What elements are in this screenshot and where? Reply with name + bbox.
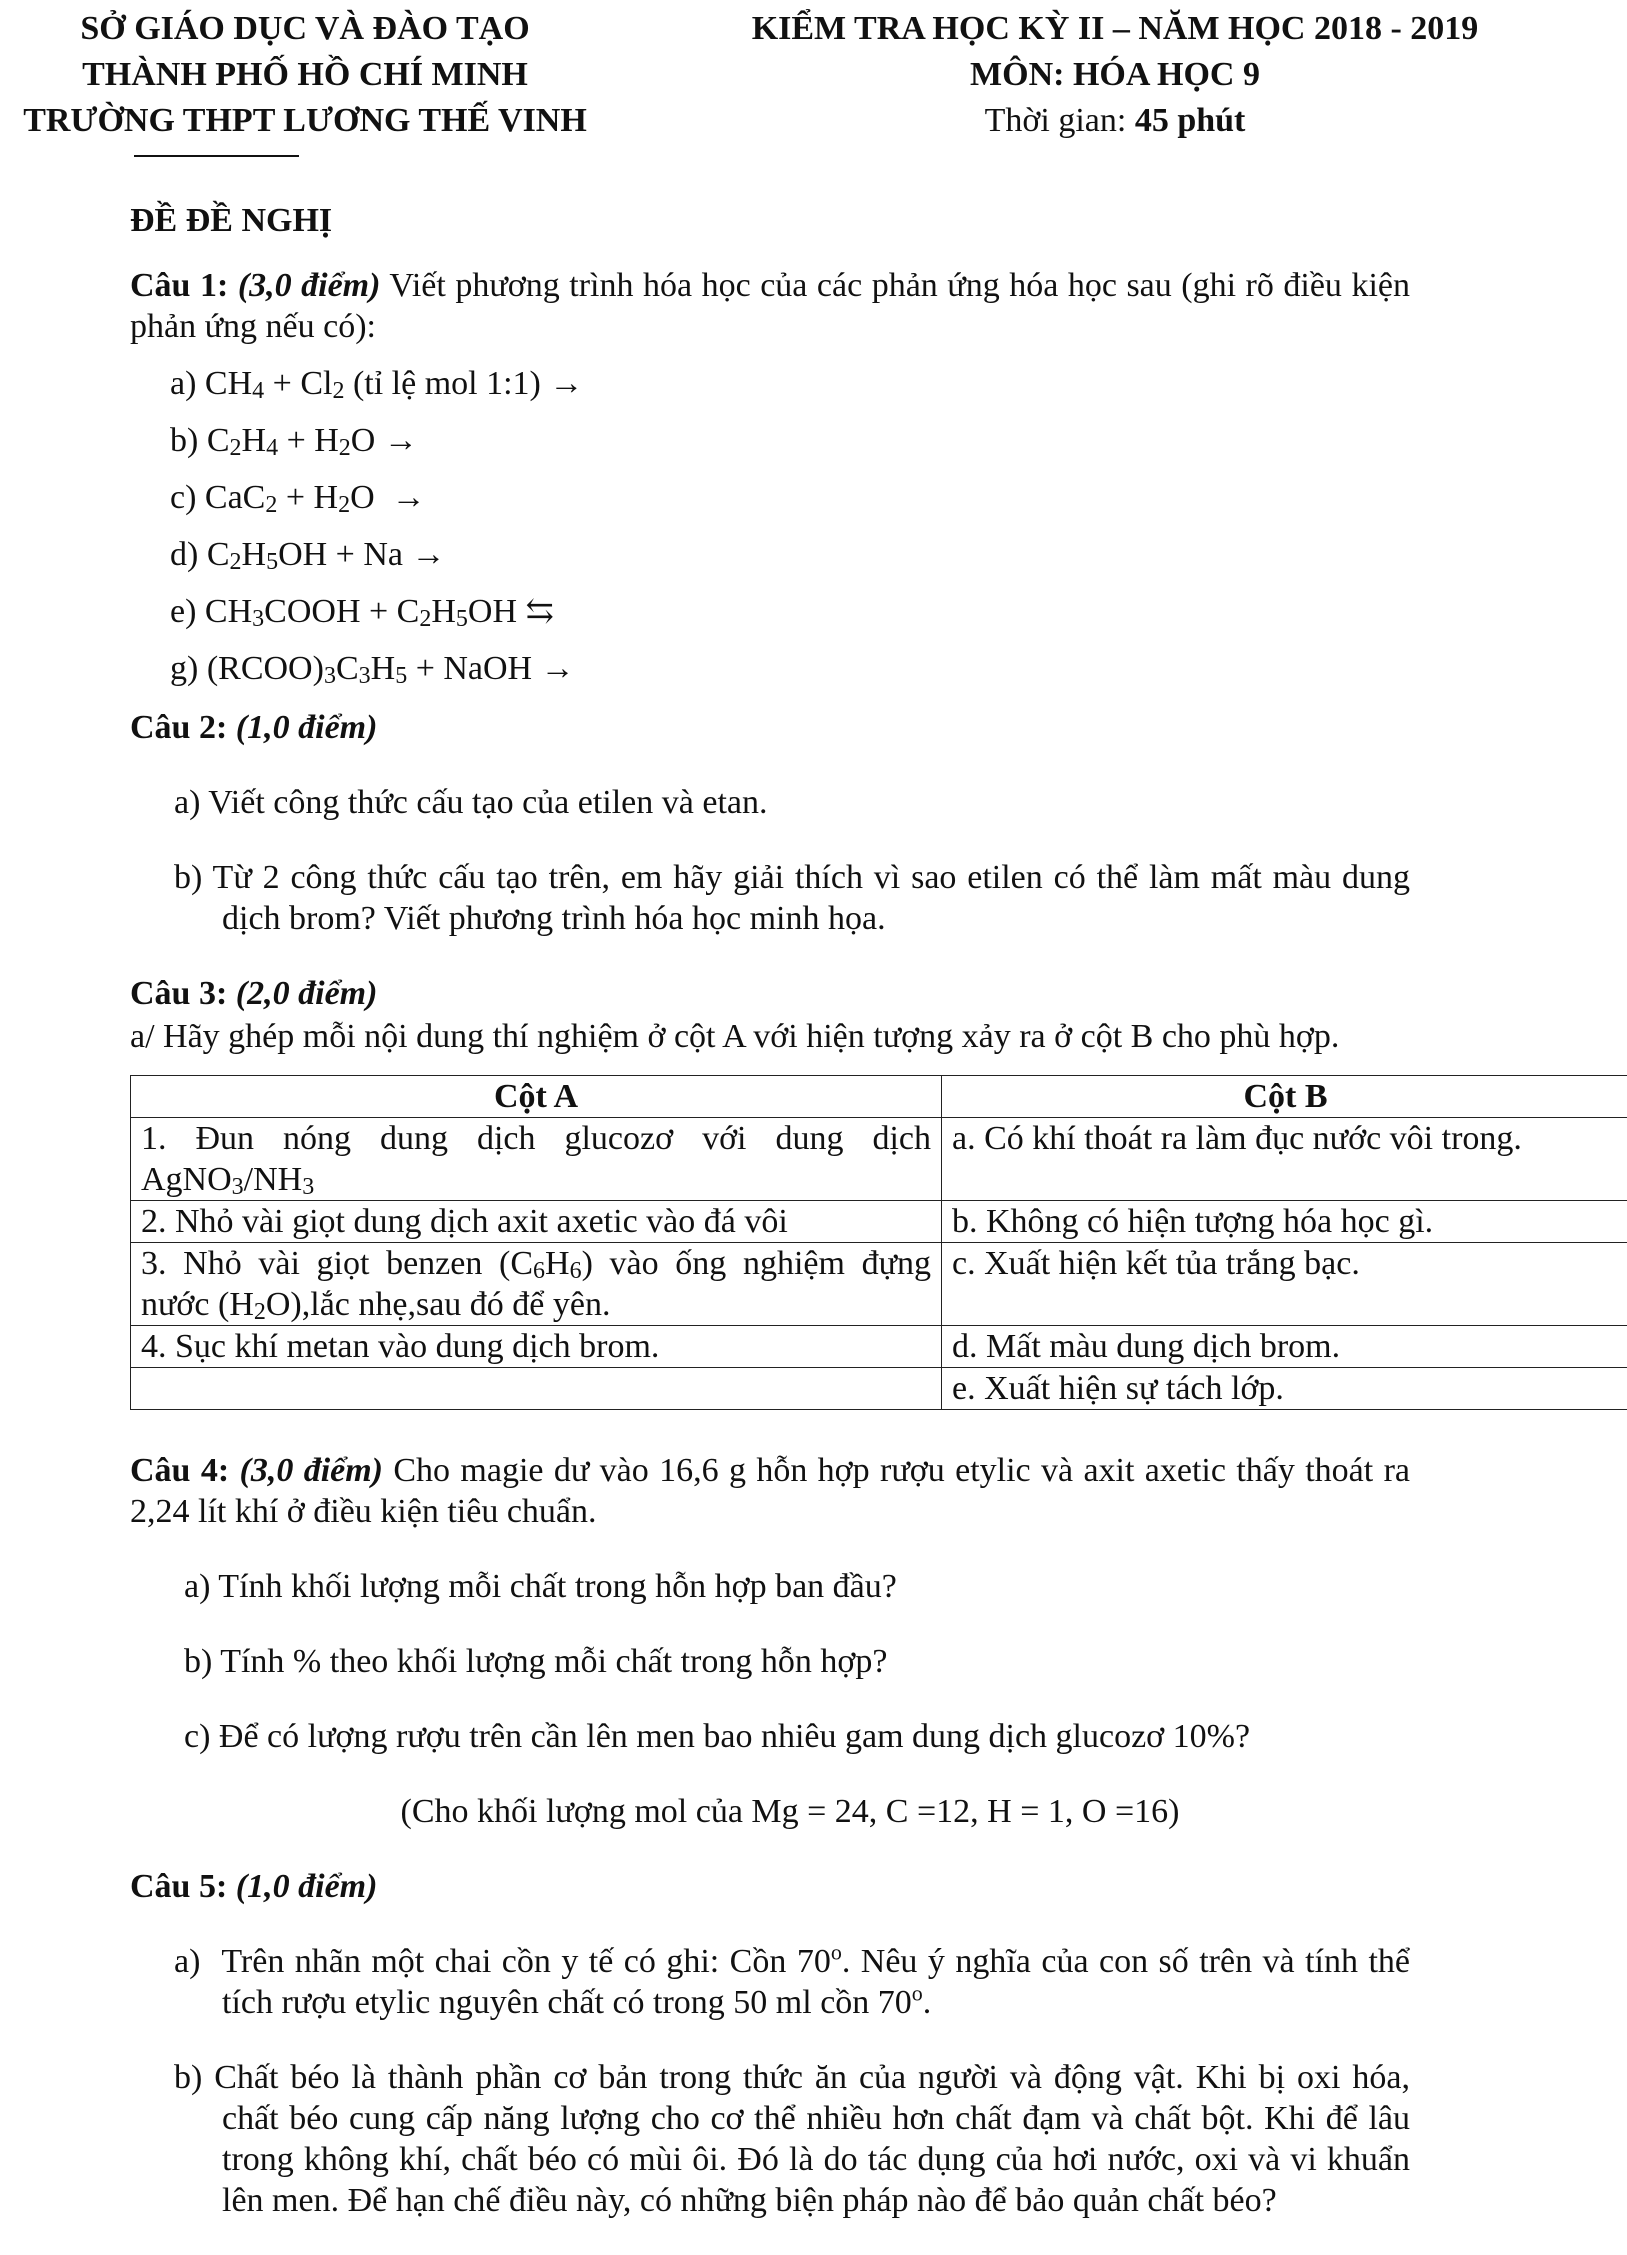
column-b-cell: c. Xuất hiện kết tủa trắng bạc. — [942, 1243, 1627, 1326]
city-name: THÀNH PHỐ HỒ CHÍ MINH — [0, 52, 610, 98]
exam-time — [700, 98, 1530, 144]
equation-a: a) $CH_4 + Cl_2$ (tỉ lệ mol 1:1) → — [170, 363, 1410, 404]
question-5-label: Câu 5: — [130, 1868, 236, 1905]
question-3-points: (2,0 điểm) — [236, 975, 378, 1012]
column-a-cell: 4. Sục khí metan vào dung dịch brom. — [131, 1326, 942, 1368]
question-1-points: (3,0 điểm) — [238, 267, 381, 304]
department-name: SỞ GIÁO DỤC VÀ ĐÀO TẠO — [0, 6, 610, 52]
question-4-note: (Cho khối lượng mol của Mg = 24, C =12, H = 1, O =16) — [170, 1791, 1410, 1832]
question-3-label: Câu 3: — [130, 975, 236, 1012]
question-1 — [130, 265, 1410, 347]
question-2-item-b: b) Từ 2 công thức cấu tạo trên, em hãy giải thích vì sao etilen có thể làm mất màu dung dịch brom? Viết phương trình hóa học minh họa. — [174, 857, 1410, 939]
equation-e: e) $CH_3COOH + C_2H_5OH$ ⇆ — [170, 591, 1410, 632]
question-2-item-a: a) Viết công thức cấu tạo của etilen và etan. — [174, 782, 1410, 823]
column-a-cell: 2. Nhỏ vài giọt dung dịch axit axetic vào đá vôi — [131, 1201, 942, 1243]
time-value: 45 phút — [1135, 102, 1246, 139]
column-b-header: Cột B — [942, 1076, 1627, 1118]
question-1-text: Viết phương trình hóa học của các phản ứng hóa học sau (ghi rõ điều kiện phản ứng nếu có): — [130, 267, 1410, 345]
column-a-header: Cột A — [131, 1076, 942, 1118]
exam-title: KIỂM TRA HỌC KỲ II – NĂM HỌC 2018 - 2019 — [700, 6, 1530, 52]
question-2-label: Câu 2: — [130, 709, 236, 746]
column-b-cell: a. Có khí thoát ra làm đục nước vôi trong. — [942, 1118, 1627, 1201]
header-left — [0, 6, 610, 144]
subject: MÔN: HÓA HỌC 9 — [700, 52, 1530, 98]
question-4-item-a: a) Tính khối lượng mỗi chất trong hỗn hợp ban đầu? — [184, 1566, 1410, 1607]
column-a-cell: 3. Nhỏ vài giọt benzen $(C_6H_6)$ vào ống nghiệm đựng nước $(H_2O),lắc$ nhẹ,sau đó để yên. — [131, 1243, 942, 1326]
equation-c: c) $CaC_2 + H_2O$ → — [170, 477, 1410, 518]
column-b-cell: b. Không có hiện tượng hóa học gì. — [942, 1201, 1627, 1243]
question-2-points: (1,0 điểm) — [236, 709, 378, 746]
question-2 — [130, 707, 1410, 748]
question-5-item-b: b) Chất béo là thành phần cơ bản trong thức ăn của người và động vật. Khi bị oxi hóa, chất béo cung cấp năng lượng cho cơ thể nhiều hơn chất đạm và chất bột. Khi để lâu trong không khí, chất béo có mùi ôi. Đó là do tác dụng của hơi nước, oxi và vi khuẩn lên men. Để hạn chế điều này, có những biện pháp nào để bảo quản chất béo? — [174, 2057, 1410, 2221]
column-a-cell — [131, 1368, 942, 1410]
question-3-intro: a/ Hãy ghép mỗi nội dung thí nghiệm ở cột A với hiện tượng xảy ra ở cột B cho phù hợp. — [130, 1016, 1410, 1057]
question-1-label: Câu 1: — [130, 267, 238, 304]
time-label: Thời gian: — [985, 102, 1135, 139]
question-4 — [130, 1450, 1410, 1532]
matching-table — [130, 1075, 1627, 1410]
table-row — [131, 1368, 1627, 1410]
equation-b: b) $C_2H_4 + H_2O$ → — [170, 420, 1410, 461]
question-5 — [130, 1866, 1410, 1907]
column-b-cell: d. Mất màu dung dịch brom. — [942, 1326, 1627, 1368]
table-row — [131, 1326, 1627, 1368]
question-3 — [130, 973, 1410, 1014]
equation-d: d) $C_2H_5OH + Na$ → — [170, 534, 1410, 575]
question-5-points: (1,0 điểm) — [236, 1868, 378, 1905]
table-row — [131, 1201, 1627, 1243]
page-title: ĐỀ ĐỀ NGHỊ — [130, 200, 1410, 241]
question-4-points: (3,0 điểm) — [240, 1452, 384, 1489]
column-a-cell: 1. Đun nóng dung dịch glucozơ với dung dịch $AgNO_3/NH_3$ — [131, 1118, 942, 1201]
exam-content — [130, 200, 1410, 2255]
header-divider — [134, 155, 299, 157]
header-right — [700, 6, 1530, 144]
column-b-cell: e. Xuất hiện sự tách lớp. — [942, 1368, 1627, 1410]
table-row — [131, 1118, 1627, 1201]
table-header-row — [131, 1076, 1627, 1118]
school-name: TRƯỜNG THPT LƯƠNG THẾ VINH — [0, 98, 610, 144]
question-4-item-c: c) Để có lượng rượu trên cần lên men bao nhiêu gam dung dịch glucozơ 10%? — [184, 1716, 1410, 1757]
question-4-item-b: b) Tính % theo khối lượng mỗi chất trong hỗn hợp? — [184, 1641, 1410, 1682]
question-5-item-a: a) Trên nhãn một chai cồn y tế có ghi: Cồn 70$^o$. Nêu ý nghĩa của con số trên và tính thể tích rượu etylic nguyên chất có trong 50 ml cồn 70$^o$. — [174, 1941, 1410, 2023]
question-4-label: Câu 4: — [130, 1452, 240, 1489]
table-row — [131, 1243, 1627, 1326]
question-4-text: Cho magie dư vào 16,6 g hỗn hợp rượu etylic và axit axetic thấy thoát ra 2,24 lít khí ở điều kiện tiêu chuẩn. — [130, 1452, 1410, 1530]
equation-g: g) $(RCOO)_3C_3H_5$ + NaOH → — [170, 648, 1410, 689]
